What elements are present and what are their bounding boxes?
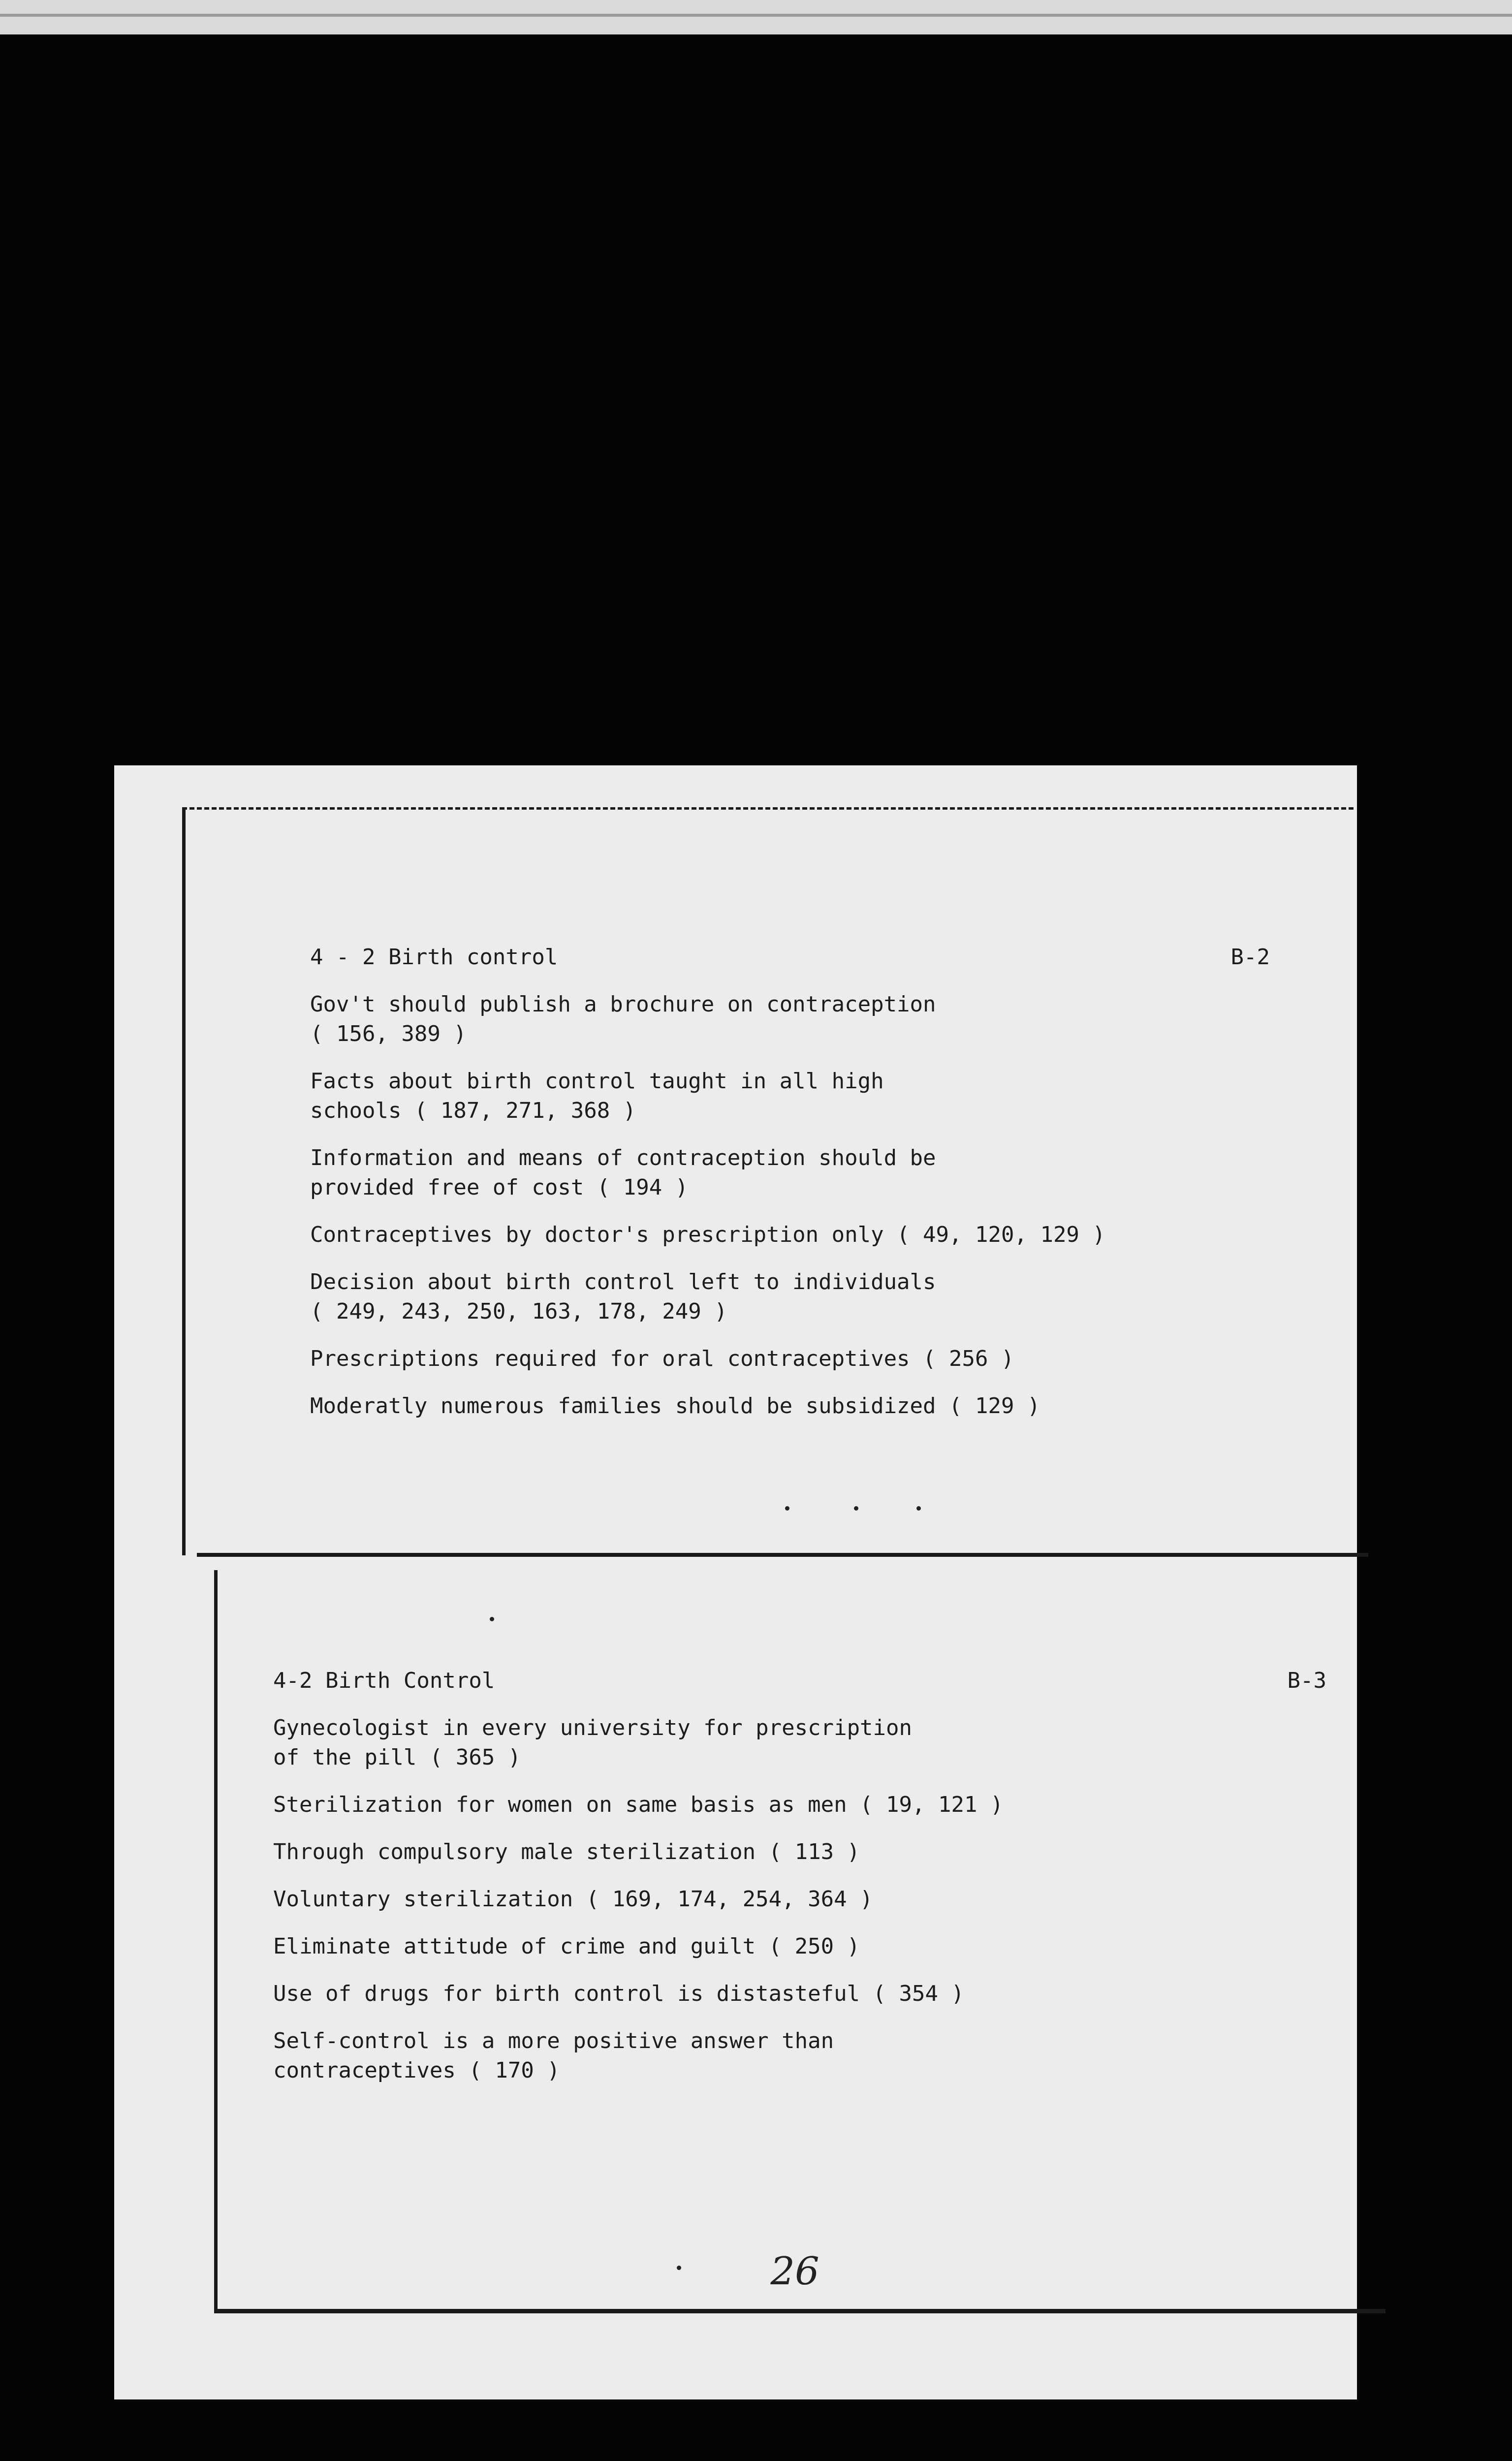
entry-text: Moderatly numerous families should be subsidized ( 129 ) xyxy=(310,1393,1040,1419)
entry-text: provided free of cost ( 194 ) xyxy=(310,1175,689,1200)
entry-text: contraceptives ( 170 ) xyxy=(273,2058,560,2083)
entry-text: Use of drugs for birth control is distasteful ( 354 ) xyxy=(273,1981,964,2006)
handwritten-page-number: 26 xyxy=(770,2249,819,2294)
entry-text: Contraceptives by doctor's prescription only ( 49, 120, 129 ) xyxy=(310,1222,1105,1247)
card-b2-entries xyxy=(310,990,1319,1421)
index-entry xyxy=(310,1344,1014,1374)
index-card-b2 xyxy=(310,943,1319,1439)
film-top-edge xyxy=(0,0,1512,34)
card-b2-heading: 4 - 2 Birth control xyxy=(310,945,558,970)
index-entry xyxy=(310,1220,1105,1250)
card-b2-code: B-2 xyxy=(1230,945,1270,970)
entry-text: Facts about birth control taught in all high xyxy=(310,1069,884,1094)
entry-text: of the pill ( 365 ) xyxy=(273,1745,521,1770)
index-entry xyxy=(310,1143,989,1202)
entry-text: Voluntary sterilization ( 169, 174, 254, 364 ) xyxy=(273,1887,873,1912)
dust-speck xyxy=(916,1506,921,1511)
dust-speck xyxy=(490,1617,494,1621)
entry-text: schools ( 187, 271, 368 ) xyxy=(310,1098,636,1123)
dust-speck xyxy=(854,1506,858,1511)
entry-text: Gov't should publish a brochure on contraception xyxy=(310,992,936,1017)
index-entry xyxy=(273,1979,964,2009)
entry-text: Prescriptions required for oral contraceptives ( 256 ) xyxy=(310,1346,1014,1371)
card-b3-heading: 4-2 Birth Control xyxy=(273,1668,495,1693)
entry-text: Gynecologist in every university for prescription xyxy=(273,1715,913,1740)
index-entry xyxy=(273,1932,952,1961)
index-entry xyxy=(310,1267,989,1326)
entry-text: Eliminate attitude of crime and guilt ( 250 ) xyxy=(273,1934,860,1959)
dust-speck xyxy=(677,2266,681,2270)
index-entry xyxy=(273,1885,952,1914)
card-b3-code: B-3 xyxy=(1287,1668,1326,1693)
index-entry xyxy=(273,1790,1004,1820)
entry-text: Information and means of contraception should be xyxy=(310,1145,936,1170)
index-entry xyxy=(273,2026,952,2085)
index-entry xyxy=(310,990,989,1049)
entry-text: Decision about birth control left to individuals xyxy=(310,1269,936,1294)
entry-text: ( 156, 389 ) xyxy=(310,1021,467,1046)
entry-text: Through compulsory male sterilization ( 113 ) xyxy=(273,1839,860,1864)
entry-text: Sterilization for women on same basis as men ( 19, 121 ) xyxy=(273,1792,1004,1817)
index-entry xyxy=(310,1391,1040,1421)
index-entry xyxy=(273,1713,952,1772)
card-divider xyxy=(197,1553,1368,1557)
entry-text: ( 249, 243, 250, 163, 178, 249 ) xyxy=(310,1299,727,1324)
index-entry xyxy=(310,1067,989,1126)
entry-text: Self-control is a more positive answer than xyxy=(273,2028,834,2053)
index-card-b3 xyxy=(273,1666,1326,2103)
index-entry xyxy=(273,1837,952,1867)
dust-speck xyxy=(785,1506,789,1511)
card-b3-entries xyxy=(273,1713,1307,2085)
film-edge-line xyxy=(0,14,1512,17)
